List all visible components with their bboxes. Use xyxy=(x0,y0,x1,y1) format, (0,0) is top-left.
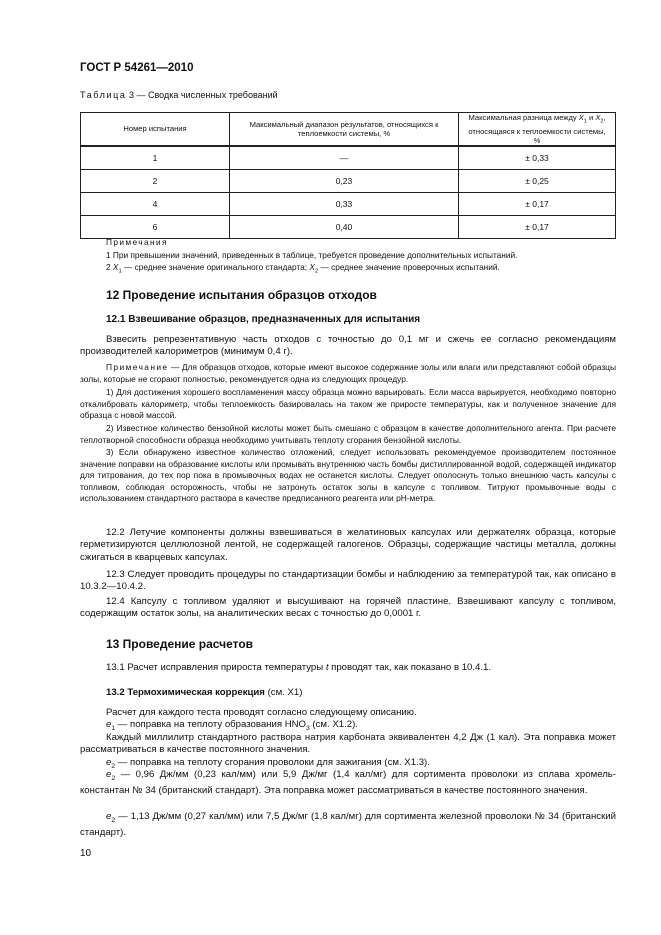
table-caption-label: Таблица xyxy=(80,90,127,100)
note-item-2: 2) Известное количество бензойной кислоты может быть смешано с образцом в качестве дополнительного агента. При расчете теплотворной способности образца необходимо учитывать теплоту сгорания бензойной кислоты. xyxy=(80,423,616,445)
calc-line-2-b: (см. X1.2). xyxy=(309,719,358,730)
table-row xyxy=(81,192,616,215)
table-notes xyxy=(106,236,626,278)
col3-text-a: Максимальная разница между xyxy=(468,113,579,122)
table-caption-text: 3 — Сводка численных требований xyxy=(126,90,278,100)
note-2-b: — среднее значение оригинального стандарта; xyxy=(121,262,310,272)
section-13-2-ref: (см. X1) xyxy=(264,687,303,698)
col3-x1: X xyxy=(578,113,584,122)
col-header-max-diff xyxy=(459,113,616,146)
col3-text-c: , относящаяся к теплоемкости системы, % xyxy=(468,113,606,145)
table-header-row xyxy=(81,113,616,146)
note-2-x1: X xyxy=(112,262,119,272)
e2-sub: 2 xyxy=(111,762,116,770)
calc-line-6-text: — 1,13 Дж/мм (0,27 кал/мм) или 7,5 Дж/мг (1,8 кал/мг) для сортимента железной проволоки № 34 (британский стандарт). xyxy=(80,811,616,839)
calc-line-5-text: — 0,96 Дж/мм (0,23 кал/мм) или 5,9 Дж/мг (1,4 кал/мг) для сортимента проволоки из сплава хромель-константан № 34 (британский стандарт). Эта поправка может рассматриваться в качестве постоянного значения. xyxy=(80,769,616,797)
section-13-2-bold: 13.2 Термохимическая коррекция xyxy=(106,687,265,698)
calc-line-5 xyxy=(80,769,616,798)
var-e: e xyxy=(106,769,112,780)
document-header: ГОСТ Р 54261—2010 xyxy=(80,62,194,74)
cell-range: — xyxy=(230,146,459,170)
col-header-test-number: Номер испытания xyxy=(81,113,230,146)
cell-diff: ± 0,17 xyxy=(459,215,616,238)
calc-line-6 xyxy=(80,811,616,840)
p131-a: 13.1 Расчет исправления прироста температуры xyxy=(106,662,326,673)
p131-t: t xyxy=(325,662,329,673)
note-12-1 xyxy=(80,362,616,385)
note-2-a: 2 xyxy=(106,262,113,272)
cell-diff: ± 0,17 xyxy=(459,192,616,215)
paragraph-12-4: 12.4 Капсулу с топливом удаляют и высушивают на горячей пластине. Взвешивают капсулу с топливом, содержащим остаток золы, на аналитических весах с точностью до 0,0001 г. xyxy=(80,596,616,620)
cell-range: 0,40 xyxy=(230,215,459,238)
table-row xyxy=(81,215,616,238)
note-text: — Для образцов отходов, которые имеют высокое содержание золы или влаги или представляют собой образцы золы, которые не сгорают полностью, рекомендуется одна из следующих процедур. xyxy=(80,362,616,384)
paragraph-12-3: 12.3 Следует проводить процедуры по стандартизации бомбы и наблюдению за температурой так, как описано в 10.3.2—10.4.2. xyxy=(80,569,616,593)
col-header-max-range: Максимальный диапазон результатов, относящихся к теплоемкости системы, % xyxy=(230,113,459,146)
cell-diff: ± 0,33 xyxy=(459,146,616,170)
e2-sub: 2 xyxy=(111,816,116,824)
note-item-3: 3) Если обнаружено известное количество отложений, следует использовать рекомендуемое производителем постоянное значение поправки на образование кислоты или промывать внутреннюю часть бомбы дистиллированной водой, содержащей индикатор для титрования, до тех пор пока в промывочных водах не останется кислоты. Следует ополоснуть только внешнюю часть капсулы с топливом, соблюдая осторожность, чтобы не затронуть остаток золы в капсуле с топливом. Титруют промывочные воды с использованием стандартного раствора в качестве предписанного реагента или pH-метра. xyxy=(80,447,616,504)
section-13-2-heading xyxy=(106,687,616,699)
cell-range: 0,23 xyxy=(230,169,459,192)
calc-line-1: Расчет для каждого теста проводят согласно следующему описанию. xyxy=(106,707,417,718)
col3-sub1: 1 xyxy=(583,118,587,125)
col3-x2: X xyxy=(595,113,601,122)
e1-sub: 1 xyxy=(111,724,116,732)
section-12-heading: 12 Проведение испытания образцов отходов xyxy=(106,288,377,302)
note-2-x2: X xyxy=(309,262,315,272)
hno3-sub: 3 xyxy=(306,724,310,732)
section-12-1-heading: 12.1 Взвешивание образцов, предназначенных для испытания xyxy=(106,314,421,325)
paragraph-13-1 xyxy=(106,662,616,674)
table-caption xyxy=(80,90,278,100)
cell-range: 0,33 xyxy=(230,192,459,215)
page-number: 10 xyxy=(80,848,92,859)
e2-sub: 2 xyxy=(111,774,116,782)
cell-test-number: 6 xyxy=(81,215,230,238)
col3-sub2: 2 xyxy=(600,118,604,125)
note-2-c: — среднее значение проверочных испытаний. xyxy=(318,262,500,272)
calc-line-3: Каждый миллилитр стандартного раствора натрия карбоната эквивалентен 4,2 Дж (1 кал). Эта поправка может рассматриваться в качестве постоянного значения. xyxy=(80,732,616,756)
cell-test-number: 1 xyxy=(81,146,230,170)
table-row xyxy=(81,146,616,170)
cell-diff: ± 0,25 xyxy=(459,169,616,192)
note-2-sub2: 2 xyxy=(314,268,319,275)
var-e: e xyxy=(106,811,112,822)
calc-line-4-text: — поправка на теплоту сгорания проволоки для зажигания (см. X1.3). xyxy=(115,757,430,768)
paragraph-12-1: Взвесить репрезентативную часть отходов с точностью до 0,1 мг и сжечь ее согласно рекомендациям производителей калориметров (минимум 0,4 г). xyxy=(80,334,616,358)
requirements-table xyxy=(80,112,616,239)
p131-b: проводят так, как показано в 10.4.1. xyxy=(328,662,492,673)
calc-line-2-a: — поправка на теплоту образования HNO xyxy=(115,719,307,730)
var-e: e xyxy=(106,757,112,768)
note-2-sub1: 1 xyxy=(118,268,122,275)
note-1: 1 При превышении значений, приведенных в таблице, требуется проведение дополнительных испытаний. xyxy=(106,249,518,260)
section-13-heading: 13 Проведение расчетов xyxy=(106,637,254,651)
note-label: Примечание xyxy=(106,362,169,372)
table-row xyxy=(81,169,616,192)
cell-test-number: 4 xyxy=(81,192,230,215)
note-2 xyxy=(106,261,626,278)
cell-test-number: 2 xyxy=(81,169,230,192)
paragraph-12-2: 12.2 Летучие компоненты должны взвешиваться в желатиновых капсулах или держателях образца, которые герметизируются целлюлозной лентой, не содержащей галогенов. Образцы, содержащие частицы металла, должны сжигаться в кварцевых капсулах. xyxy=(80,527,616,563)
col3-text-b: и xyxy=(586,113,596,122)
notes-title: Примечания xyxy=(106,237,168,247)
var-e: e xyxy=(106,719,112,730)
note-item-1: 1) Для достижения хорошего воспламенения массу образца можно варьировать. Если масса варьируется, необходимо повторно откалибровать калориметр, чтобы теплоемкость базировалась на таком же приросте температуры, как и полученное значение для образца с новой массой. xyxy=(80,387,616,421)
